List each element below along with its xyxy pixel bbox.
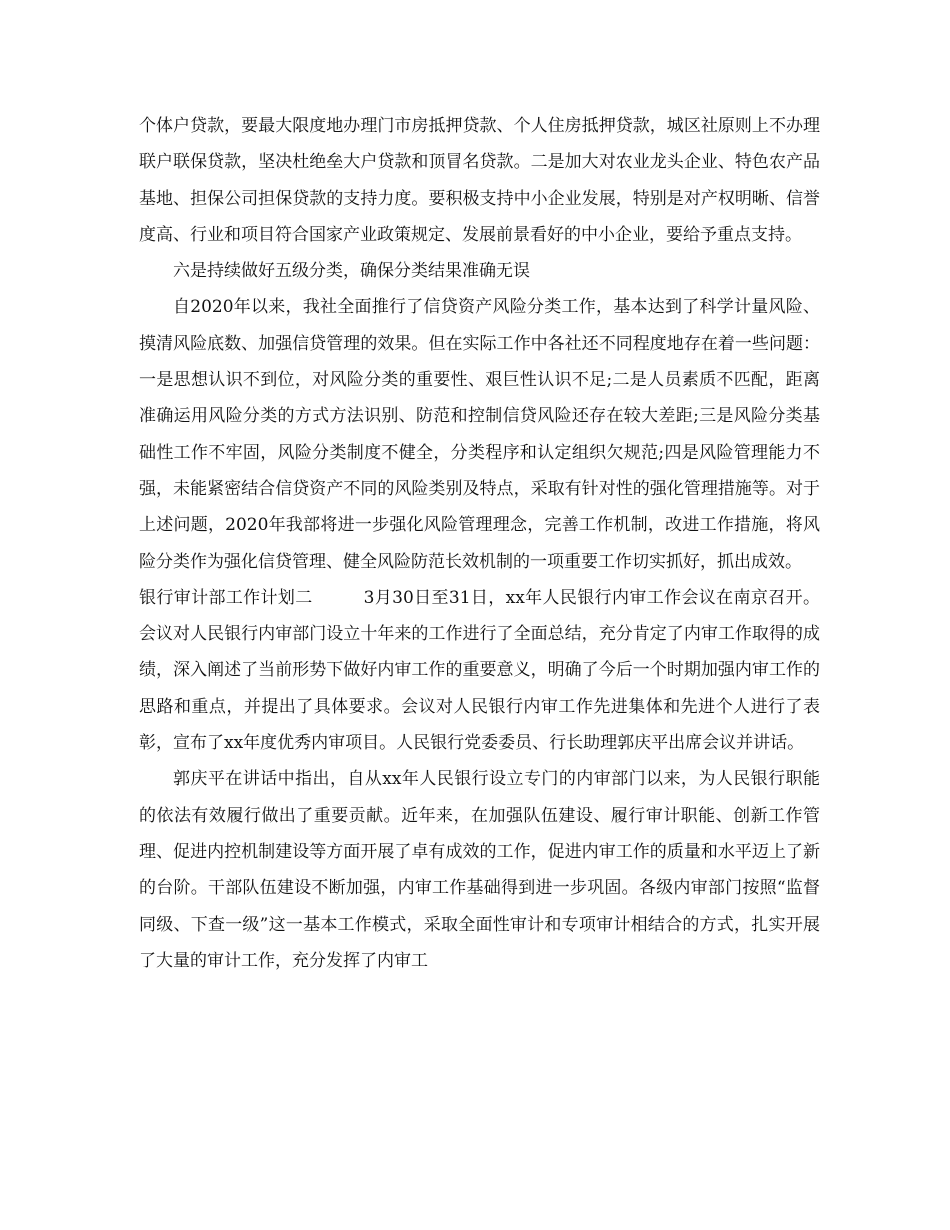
paragraph-5: 郭庆平在讲话中指出，自从xx年人民银行设立专门的内审部门以来，为人民银行职能的依法有效履行做出了重要贡献。近年来，在加强队伍建设、履行审计职能、创新工作管理、促进内控机制建设等方面开展了卓有成效的工作，促进内审工作的质量和水平迈上了新的台阶。干部队伍建设不断加强，内审工作基础得到进一步巩固。各级内审部门按照“监督同级、下查一级”这一基本工作模式，采取全面性审计和专项审计相结合的方式，扎实开展了大量的审计工作，充分发挥了内审工	[139, 769, 820, 971]
section-heading-six: 六是持续做好五级分类，确保分类结果准确无误	[173, 261, 530, 282]
plan-title: 银行审计部工作计划二	[139, 587, 313, 608]
paragraph-4	[139, 580, 820, 761]
paragraph-3: 自2020年以来，我社全面推行了信贷资产风险分类工作，基本达到了科学计量风险、摸清风险底数、加强信贷管理的效果。但在实际工作中各社还不同程度地存在着一些问题：一是思想认识不到位，对风险分类的重要性、艰巨性认识不足;二是人员素质不匹配，距离准确运用风险分类的方式方法识别、防范和控制信贷风险还存在较大差距;三是风险分类基础性工作不牢固，风险分类制度不健全，分类程序和认定组织欠规范;四是风险管理能力不强，未能紧密结合信贷资产不同的风险类别及特点，采取有针对性的强化管理措施等。对于上述问题，2020年我部将进一步强化风险管理理念，完善工作机制，改进工作措施，将风险分类作为强化信贷管理、健全风险防范长效机制的一项重要工作切实抓好，抓出成效。	[139, 297, 820, 572]
document-body	[139, 108, 820, 979]
paragraph-4-text: 3月30日至31日，xx年人民银行内审工作会议在南京召开。会议对人民银行内审部门设立十年来的工作进行了全面总结，充分肯定了内审工作取得的成绩，深入阐述了当前形势下做好内审工作的重要意义，明确了今后一个时期加强内审工作的思路和重点，并提出了具体要求。会议对人民银行内审工作先进集体和先进个人进行了表彰，宣布了xx年度优秀内审项目。人民银行党委委员、行长助理郭庆平出席会议并讲话。	[139, 587, 820, 754]
paragraph-1: 个体户贷款，要最大限度地办理门市房抵押贷款、个人住房抵押贷款，城区社原则上不办理联户联保贷款，坚决杜绝垒大户贷款和顶冒名贷款。二是加大对农业龙头企业、特色农产品基地、担保公司担保贷款的支持力度。要积极支持中小企业发展，特别是对产权明晰、信誉度高、行业和项目符合国家产业政策规定、发展前景看好的中小企业，要给予重点支持。	[139, 116, 820, 245]
